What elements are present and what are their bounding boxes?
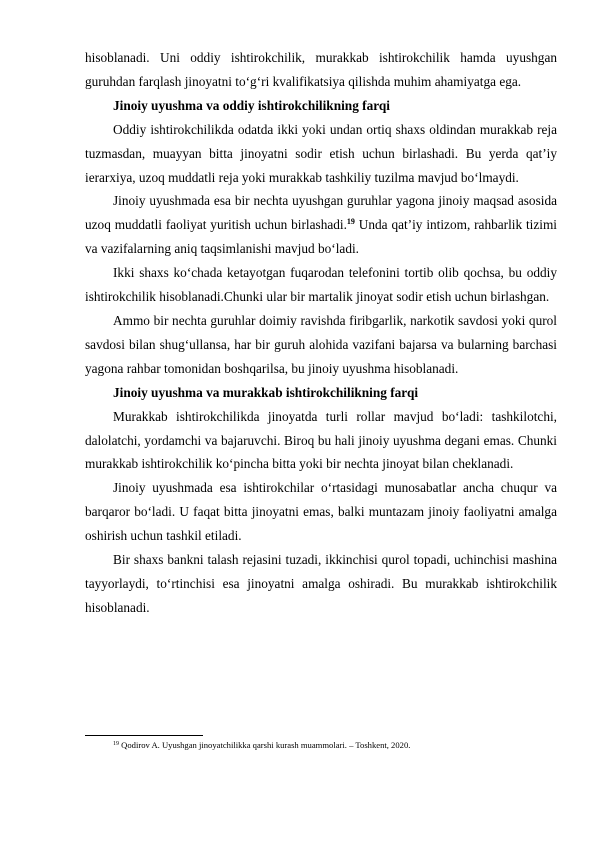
footnote-number: 19 bbox=[113, 741, 119, 747]
paragraph-association-relations: Jinoiy uyushmada esa ishtirokchilar o‘rtasidagi munosabatlar ancha chuqur va barqaror bo‘ladi. U faqat bitta jinoyatni emas, balki muntazam jinoiy faoliyatni amalga oshirish uchun tashkil etiladi. bbox=[85, 480, 557, 544]
paragraph-text-part: Unda qat’iy intizom, rahbarlik tizimi va vazifalarning aniq taqsimlanishi mavjud bo‘ladi. bbox=[85, 217, 557, 257]
paragraph-example-association: Ammo bir nechta guruhlar doimiy ravishda firibgarlik, narkotik savdosi yoki qurol savdosi bilan shug‘ullansa, har bir guruh alohida vazifani bajarsa va bularning barchasi yagona rahbar tomonidan boshqarilsa, bu jinoiy uyushma hisoblanadi. bbox=[85, 312, 557, 376]
footnote bbox=[113, 740, 557, 751]
page-body bbox=[85, 46, 557, 620]
paragraph-example-simple: Ikki shaxs ko‘chada ketayotgan fuqarodan telefonini tortib olib qochsa, bu oddiy ishtirokchilik hisoblanadi.Chunki ular bir martalik jinoyat sodir etish uchun birlashgan. bbox=[85, 265, 557, 305]
section-heading-simple-complicity: Jinoiy uyushma va oddiy ishtirokchilikning farqi bbox=[113, 97, 390, 113]
paragraph-complex-complicity: Murakkab ishtirokchilikda jinoyatda turli rollar mavjud bo‘ladi: tashkilotchi, dalolatchi, yordamchi va bajaruvchi. Biroq bu hali jinoiy uyushma degani emas. Chunki murakkab ishtirokchilik ko‘pincha bitta yoki bir nechta jinoyat bilan cheklanadi. bbox=[85, 408, 557, 472]
paragraph-text-part: Jinoiy uyushmada esa bir nechta uyushgan guruhlar yagona jinoiy maqsad asosida uzoq muddatli faoliyat yuritish uchun birlashadi. bbox=[85, 193, 557, 233]
footnote-separator bbox=[85, 735, 203, 736]
section-heading-complex-complicity: Jinoiy uyushma va murakkab ishtirokchilikning farqi bbox=[113, 384, 419, 400]
paragraph-simple-complicity: Oddiy ishtirokchilikda odatda ikki yoki undan ortiq shaxs oldindan murakkab reja tuzmasdan, muayyan bitta jinoyatni sodir etish uchun birlashadi. Bu yerda qat’iy ierarxiya, uzoq muddatli reja yoki murakkab tashkiliy tuzilma mavjud bo‘lmaydi. bbox=[85, 121, 557, 185]
footnote-text: Qodirov A. Uyushgan jinoyatchilikka qarshi kurash muammolari. – Toshkent, 2020. bbox=[119, 740, 411, 750]
paragraph-continuation: hisoblanadi. Uni oddiy ishtirokchilik, murakkab ishtirokchilik hamda uyushgan guruhdan farqlash jinoyatni to‘g‘ri kvalifikatsiya qilishda muhim ahamiyatga ega. bbox=[85, 50, 557, 89]
footnote-reference[interactable]: 19 bbox=[346, 217, 355, 227]
paragraph-example-complex: Bir shaxs bankni talash rejasini tuzadi, ikkinchisi qurol topadi, uchinchisi mashina tayyorlaydi, to‘rtinchisi esa jinoyatni amalga oshiradi. Bu murakkab ishtirokchilik hisoblanadi. bbox=[85, 552, 557, 615]
paragraph-criminal-association bbox=[85, 189, 557, 261]
